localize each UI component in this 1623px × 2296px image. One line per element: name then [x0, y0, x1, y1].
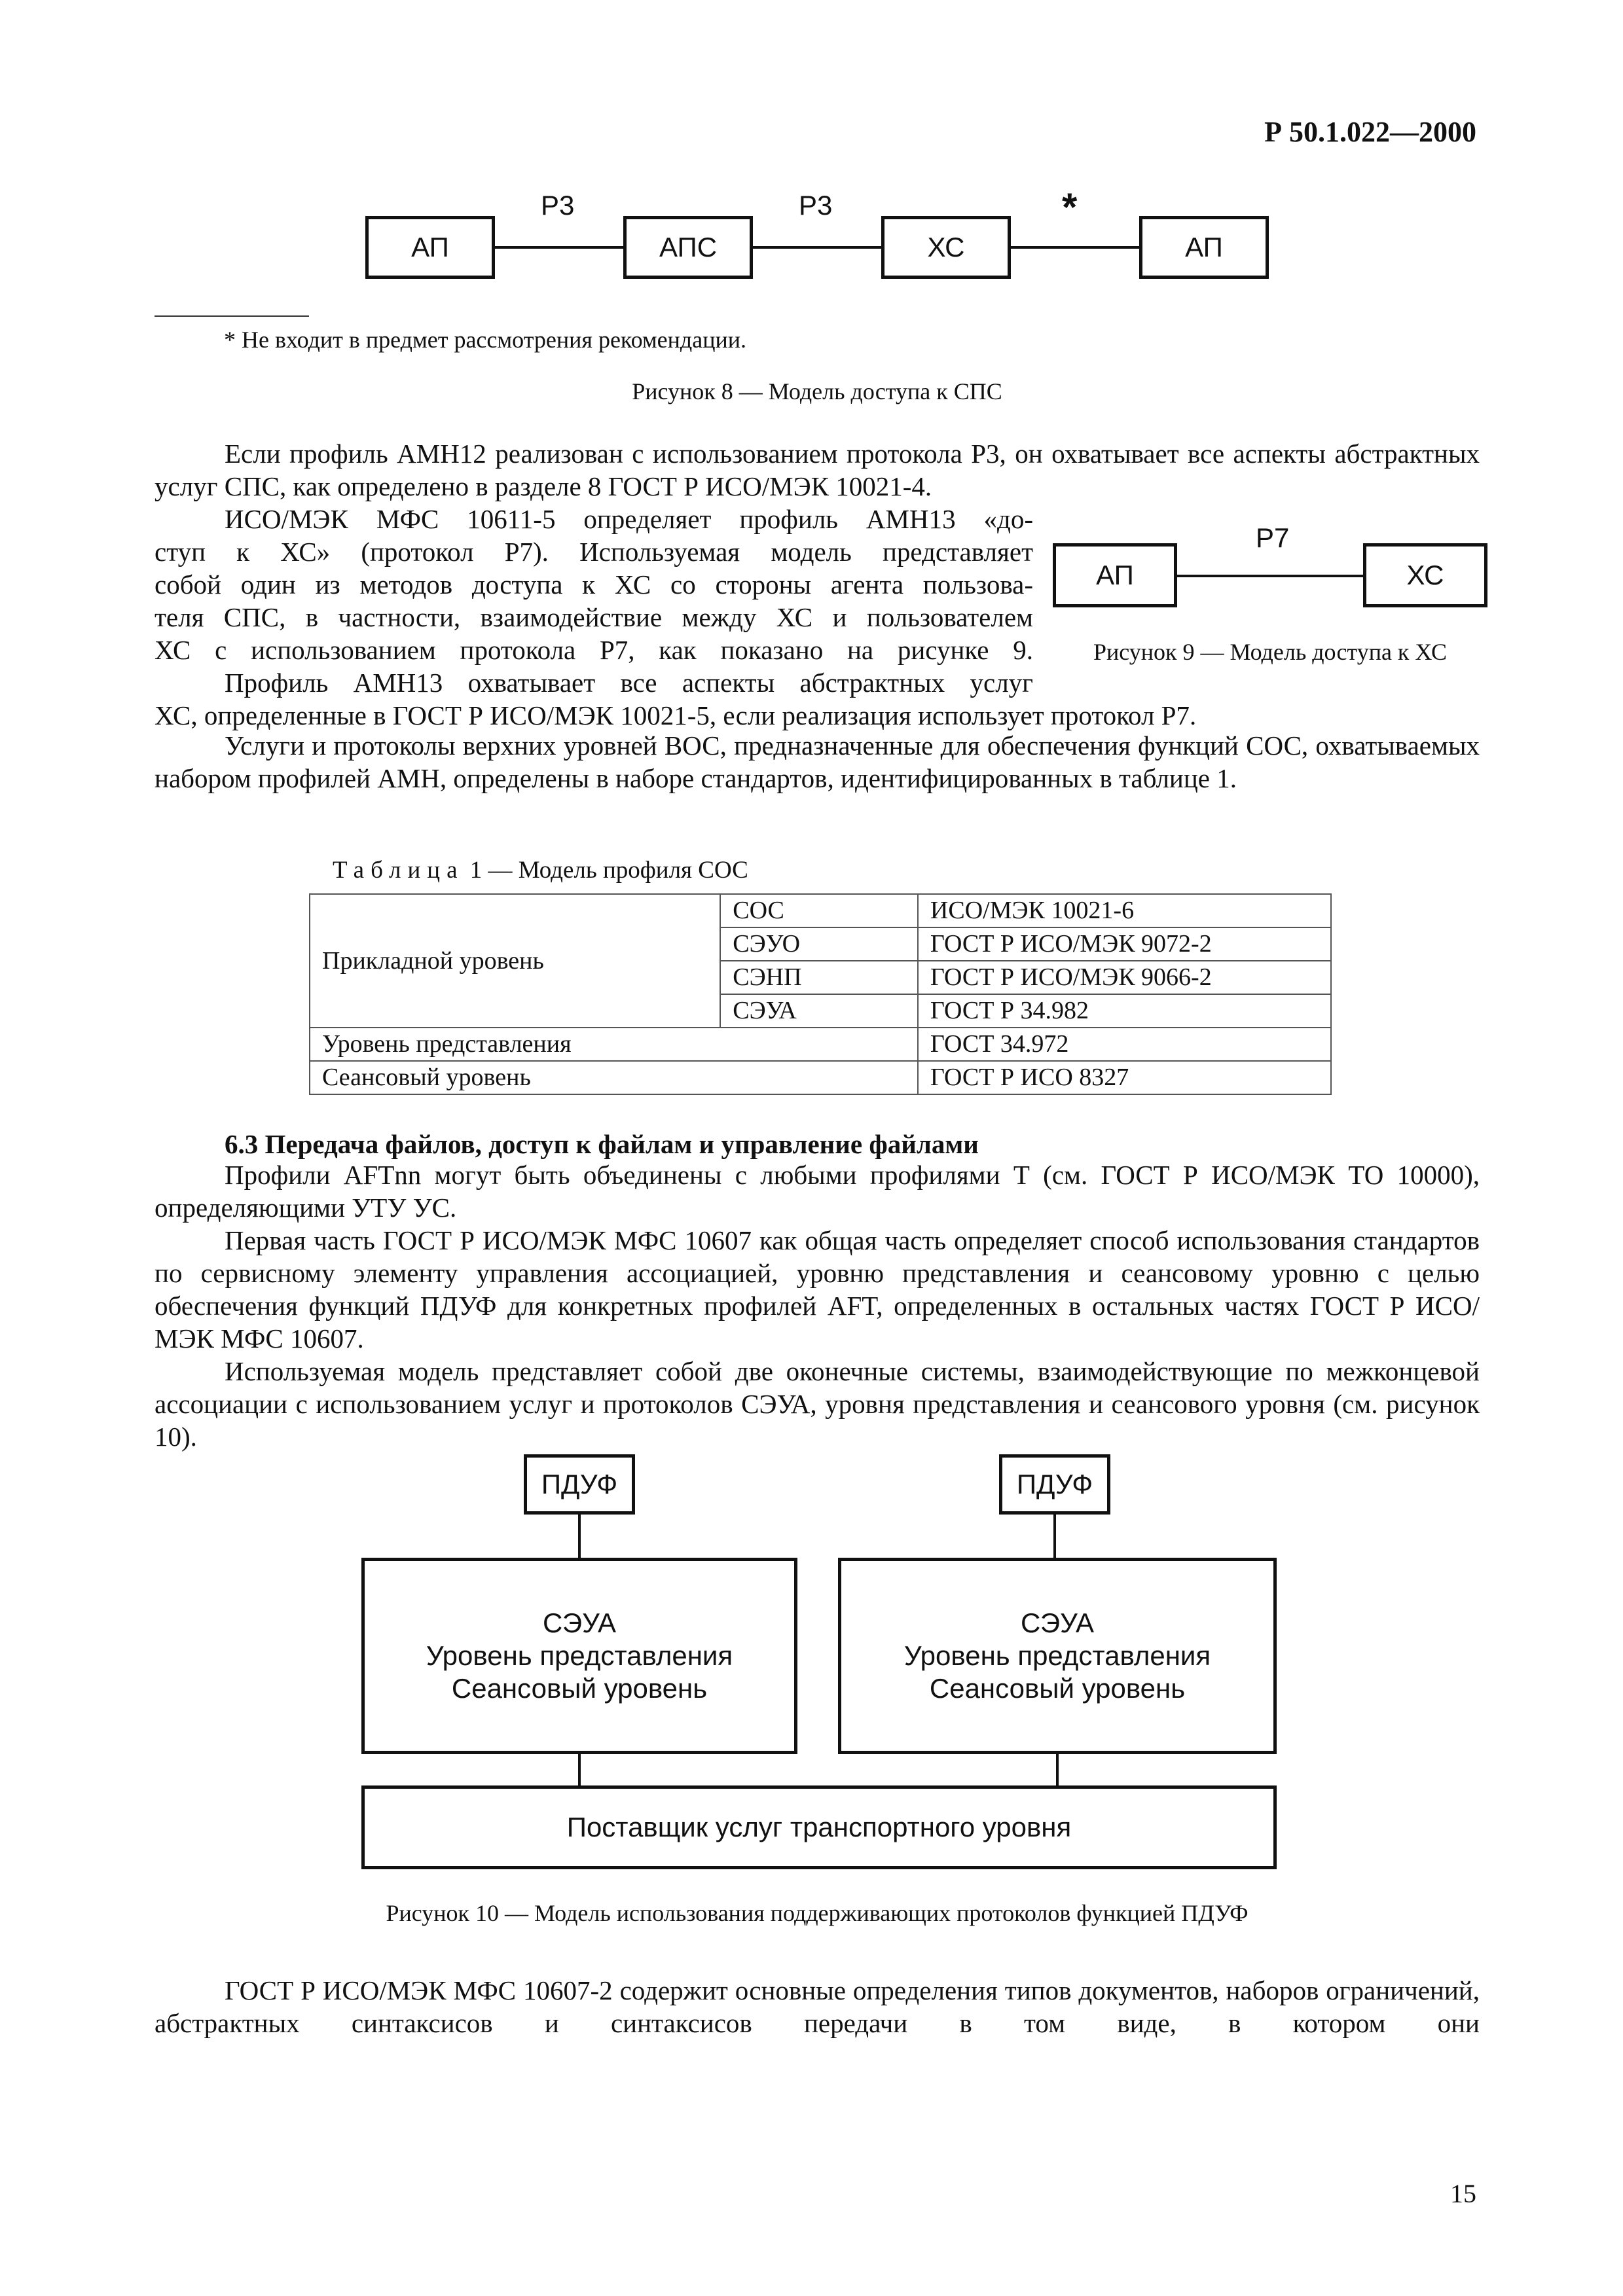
section-6-3-title: 6.3 Передача файлов, доступ к файлам и управление файлами: [225, 1129, 979, 1159]
fig8-link-label-2: Р3: [799, 190, 833, 221]
fig8-box-ap-1: АП: [365, 216, 495, 279]
fig10-stack-right-line-3: Сеансовый уровень: [929, 1673, 1186, 1704]
fig10-connector-bottom-right: [1056, 1754, 1059, 1788]
table-row: [310, 1061, 1331, 1094]
table-1: [309, 893, 1332, 1095]
table-cell: ГОСТ Р ИСО/МЭК 9072-2: [918, 927, 1331, 961]
fig10-stack-left-line-1: СЭУА: [543, 1607, 616, 1638]
fig10-stack-right: [838, 1558, 1277, 1754]
table-cell: СЭНП: [720, 961, 918, 994]
fig8-link-2: [753, 246, 881, 249]
section-6-3-para-3: Используемая модель представляет собой две оконечные системы, взаимодействующие по межконцевой ассоциации с использованием услуг и протоколов СЭУА, уровня представления и сеансового уровня (см. рисунок 10).: [155, 1356, 1480, 1452]
table-cell: СЭУА: [720, 994, 918, 1028]
table1-caption-rest: 1 — Модель профиля СОС: [469, 857, 748, 884]
fig9-link: [1177, 575, 1363, 577]
fig10-connector-bottom-left: [578, 1754, 581, 1788]
paragraph-2-line-1: ИСО/МЭК МФС 10611-5 определяет профиль АМН13 «до-: [225, 504, 1033, 534]
fig10-caption: Рисунок 10 — Модель использования поддерживающих протоколов функцией ПДУФ: [386, 1900, 1249, 1926]
fig10-stack-right-line-2: Уровень представления: [903, 1640, 1211, 1671]
fig8-box-aps: АПС: [623, 216, 753, 279]
paragraph-2-line-5: ХС с использованием протокола Р7, как показано на рисунке 9.: [155, 635, 1033, 665]
paragraph-2-line-3: собой один из методов доступа к ХС со стороны агента пользова-: [155, 569, 1033, 600]
fig9-link-label: Р7: [1256, 522, 1290, 553]
fig9-caption: Рисунок 9 — Модель доступа к ХС: [1093, 639, 1448, 665]
table-cell: ГОСТ 34.972: [918, 1028, 1331, 1061]
fig8-link-label-1: Р3: [541, 190, 575, 221]
table-row: [310, 1028, 1331, 1061]
paragraph-2-tail: [155, 699, 1480, 732]
fig8-link-label-3: *: [1062, 185, 1078, 229]
fig10-stack-left: [361, 1558, 797, 1754]
table1-app-level: Прикладной уровень: [310, 894, 720, 1028]
paragraph-2-tail-text: ХС, определенные в ГОСТ Р ИСО/МЭК 10021-5, если реализация использует протокол Р7.: [155, 700, 1197, 730]
fig10-connector-right: [1053, 1515, 1056, 1560]
fig8-caption: Рисунок 8 — Модель доступа к СПС: [632, 378, 1002, 404]
footnote-rule: [155, 315, 309, 317]
fig10-stack-left-line-2: Уровень представления: [426, 1640, 733, 1671]
fig9-box-hs: ХС: [1363, 543, 1487, 607]
page-number: 15: [1450, 2179, 1476, 2208]
table-cell: ИСО/МЭК 10021-6: [918, 894, 1331, 927]
paragraph-2-line-6: Профиль АМН13 охватывает все аспекты абстрактных услуг: [225, 668, 1033, 698]
section-6-3-body: [155, 1158, 1480, 1453]
paragraph-1: [155, 437, 1480, 503]
table-cell: ГОСТ Р ИСО 8327: [918, 1061, 1331, 1094]
table1-caption: [333, 856, 748, 884]
paragraph-3: [155, 729, 1480, 795]
table-row: [310, 894, 1331, 927]
fig10-pduf-box-left: ПДУФ: [524, 1454, 635, 1515]
paragraph-2-line-4: теля СПС, в частности, взаимодействие между ХС и пользователем: [155, 602, 1033, 632]
section-6-3-para-2: Первая часть ГОСТ Р ИСО/МЭК МФС 10607 как общая часть определяет способ использования стандартов по сервисному элементу управления ассоциацией, уровню представления и сеансовому уровню с целью обеспечения функций ПДУФ для конкретных профилей AFT, определенных в остальных частях ГОСТ Р ИСО/МЭК МФС 10607.: [155, 1225, 1480, 1354]
final-paragraph-text: ГОСТ Р ИСО/МЭК МФС 10607-2 содержит основные определения типов документов, наборов ограничений, абстрактных синтаксисов и синтаксисов передачи в том виде, в котором они: [155, 1975, 1480, 2038]
fig10-stack-right-line-1: СЭУА: [1021, 1607, 1094, 1638]
fig10-transport-box: Поставщик услуг транспортного уровня: [361, 1785, 1277, 1869]
document-code: Р 50.1.022—2000: [1264, 116, 1476, 148]
table-cell: ГОСТ Р ИСО/МЭК 9066-2: [918, 961, 1331, 994]
fig10-pduf-box-right: ПДУФ: [999, 1454, 1110, 1515]
fig9-box-ap: АП: [1053, 543, 1177, 607]
section-6-3-para-1: Профили AFTnn могут быть объединены с любыми профилями Т (см. ГОСТ Р ИСО/МЭК ТО 10000), определяющими УТУ УС.: [155, 1160, 1480, 1223]
final-paragraph: [155, 1974, 1480, 2039]
paragraph-2-line-2: ступ к ХС» (протокол Р7). Используемая модель представляет: [155, 537, 1033, 567]
paragraph-3-text: Услуги и протоколы верхних уровней ВОС, предназначенные для обеспечения функций СОС, охватываемых набором профилей АМН, определены в наборе стандартов, идентифицированных в таблице 1.: [155, 730, 1480, 793]
fig10-connector-left: [578, 1515, 581, 1560]
table-cell: Уровень представления: [310, 1028, 918, 1061]
table-cell: СОС: [720, 894, 918, 927]
fig10-stack-left-line-3: Сеансовый уровень: [451, 1673, 708, 1704]
table-cell: Сеансовый уровень: [310, 1061, 918, 1094]
paragraph-2: [155, 503, 1033, 699]
paragraph-1-text: Если профиль АМН12 реализован с использованием протокола Р3, он охватывает все аспекты абстрактных услуг СПС, как определено в разделе 8 ГОСТ Р ИСО/МЭК 10021-4.: [155, 439, 1480, 501]
fig8-box-hs: ХС: [881, 216, 1011, 279]
fig8-box-ap-2: АП: [1139, 216, 1269, 279]
fig8-link-1: [495, 246, 623, 249]
table1-caption-word: Таблица: [333, 857, 464, 884]
fig8-link-3: [1011, 246, 1139, 249]
fig8-footnote: * Не входит в предмет рассмотрения рекомендации.: [224, 327, 747, 353]
table-cell: СЭУО: [720, 927, 918, 961]
table-cell: ГОСТ Р 34.982: [918, 994, 1331, 1028]
